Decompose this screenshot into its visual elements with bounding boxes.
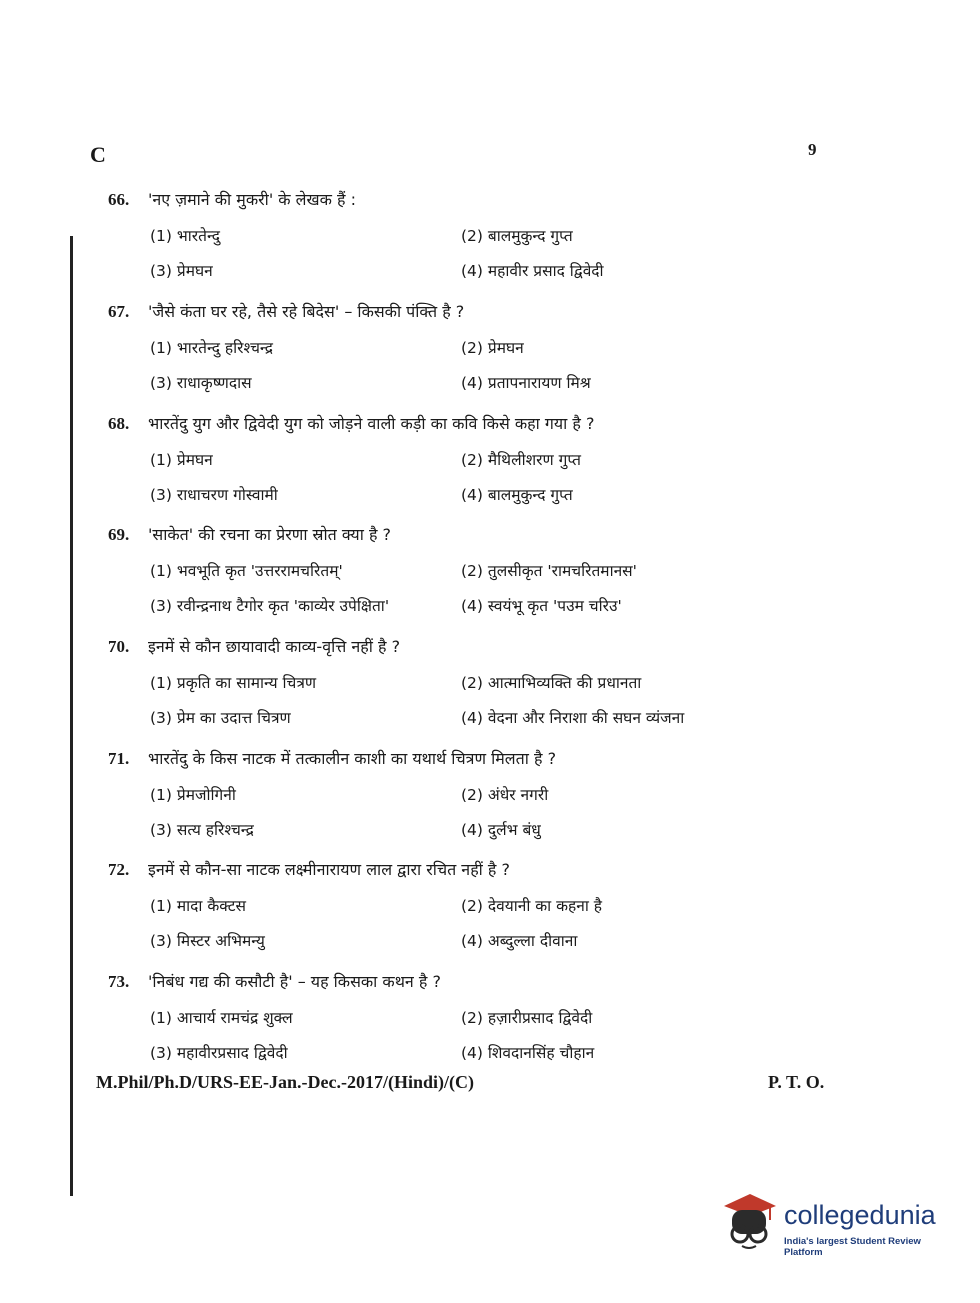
option-3: (3) रवीन्द्रनाथ टैगोर कृत 'काव्येर उपेक्षिता'	[150, 597, 390, 615]
option-1: (1) आचार्य रामचंद्र शुक्ल	[150, 1009, 293, 1027]
left-margin-line	[70, 236, 73, 1196]
question-number: 73.	[108, 972, 130, 991]
question-69	[108, 523, 758, 629]
question-number: 67.	[108, 302, 130, 321]
pto-label: P. T. O.	[768, 1072, 825, 1092]
option-2: (2) आत्माभिव्यक्ति की प्रधानता	[461, 674, 642, 692]
option-3: (3) राधाचरण गोस्वामी	[150, 486, 278, 504]
option-2: (2) अंधेर नगरी	[461, 786, 549, 804]
question-text: इनमें से कौन छायावादी काव्य-वृत्ति नहीं है ?	[148, 637, 401, 656]
option-3: (3) महावीरप्रसाद द्विवेदी	[150, 1044, 288, 1062]
option-4: (4) शिवदानसिंह चौहान	[461, 1044, 595, 1062]
option-2: (2) हज़ारीप्रसाद द्विवेदी	[461, 1009, 593, 1027]
question-68	[108, 412, 758, 518]
option-4: (4) दुर्लभ बंधु	[461, 821, 541, 839]
question-text: 'नए ज़माने की मुकरी' के लेखक हैं :	[148, 190, 356, 209]
question-text: भारतेंदु युग और द्विवेदी युग को जोड़ने वाली कड़ी का कवि किसे कहा गया है ?	[148, 414, 595, 433]
option-1: (1) प्रेमजोगिनी	[150, 786, 236, 804]
question-text: 'साकेत' की रचना का प्रेरणा स्रोत क्या है ?	[148, 525, 392, 544]
question-73	[108, 970, 758, 1076]
paper-code: M.Phil/Ph.D/URS-EE-Jan.-Dec.-2017/(Hindi)/(C)	[96, 1072, 474, 1092]
question-text: 'निबंध गद्य की कसौटी है' – यह किसका कथन है ?	[148, 972, 441, 991]
option-1: (1) भारतेन्दु हरिश्चन्द्र	[150, 339, 273, 357]
question-70	[108, 635, 758, 741]
question-72	[108, 858, 758, 964]
option-4: (4) महावीर प्रसाद द्विवेदी	[461, 262, 604, 280]
question-text: इनमें से कौन-सा नाटक लक्ष्मीनारायण लाल द्वारा रचित नहीं है ?	[148, 860, 510, 879]
question-66	[108, 188, 758, 294]
question-number: 68.	[108, 414, 130, 433]
option-3: (3) सत्य हरिश्चन्द्र	[150, 821, 254, 839]
option-3: (3) प्रेमघन	[150, 262, 213, 280]
question-number: 71.	[108, 749, 130, 768]
brand-tagline: India's largest Student Review Platform	[784, 1236, 921, 1258]
option-2: (2) तुलसीकृत 'रामचरितमानस'	[461, 562, 637, 580]
question-number: 72.	[108, 860, 130, 879]
option-3: (3) राधाकृष्णदास	[150, 374, 252, 392]
option-2: (2) बालमुकुन्द गुप्त	[461, 227, 573, 245]
option-1: (1) प्रकृति का सामान्य चित्रण	[150, 674, 317, 692]
option-3: (3) प्रेम का उदात्त चित्रण	[150, 709, 291, 727]
option-2: (2) प्रेमघन	[461, 339, 524, 357]
page-number: 9	[808, 140, 817, 159]
option-4: (4) प्रतापनारायण मिश्र	[461, 374, 591, 392]
option-4: (4) वेदना और निराशा की सघन व्यंजना	[461, 709, 685, 727]
question-67	[108, 300, 758, 406]
option-2: (2) देवयानी का कहना है	[461, 897, 603, 915]
option-4: (4) अब्दुल्ला दीवाना	[461, 932, 578, 950]
option-4: (4) बालमुकुन्द गुप्त	[461, 486, 573, 504]
option-1: (1) भवभूति कृत 'उत्तररामचरितम्'	[150, 562, 343, 580]
question-number: 66.	[108, 190, 130, 209]
option-4: (4) स्वयंभू कृत 'पउम चरिउ'	[461, 597, 622, 615]
option-2: (2) मैथिलीशरण गुप्त	[461, 451, 581, 469]
mascot-icon	[718, 1190, 780, 1252]
set-code: C	[90, 142, 106, 167]
option-1: (1) भारतेन्दु	[150, 227, 220, 245]
watermark-logo	[718, 1190, 958, 1260]
question-number: 70.	[108, 637, 130, 656]
option-3: (3) मिस्टर अभिमन्यु	[150, 932, 265, 950]
question-number: 69.	[108, 525, 130, 544]
brand-name: collegedunia	[784, 1200, 936, 1230]
question-text: 'जैसे कंता घर रहे, तैसे रहे बिदेस' – किसकी पंक्ति है ?	[148, 302, 465, 321]
question-71	[108, 747, 758, 853]
question-text: भारतेंदु के किस नाटक में तत्कालीन काशी का यथार्थ चित्रण मिलता है ?	[148, 749, 557, 768]
option-1: (1) मादा कैक्टस	[150, 897, 246, 915]
option-1: (1) प्रेमघन	[150, 451, 213, 469]
